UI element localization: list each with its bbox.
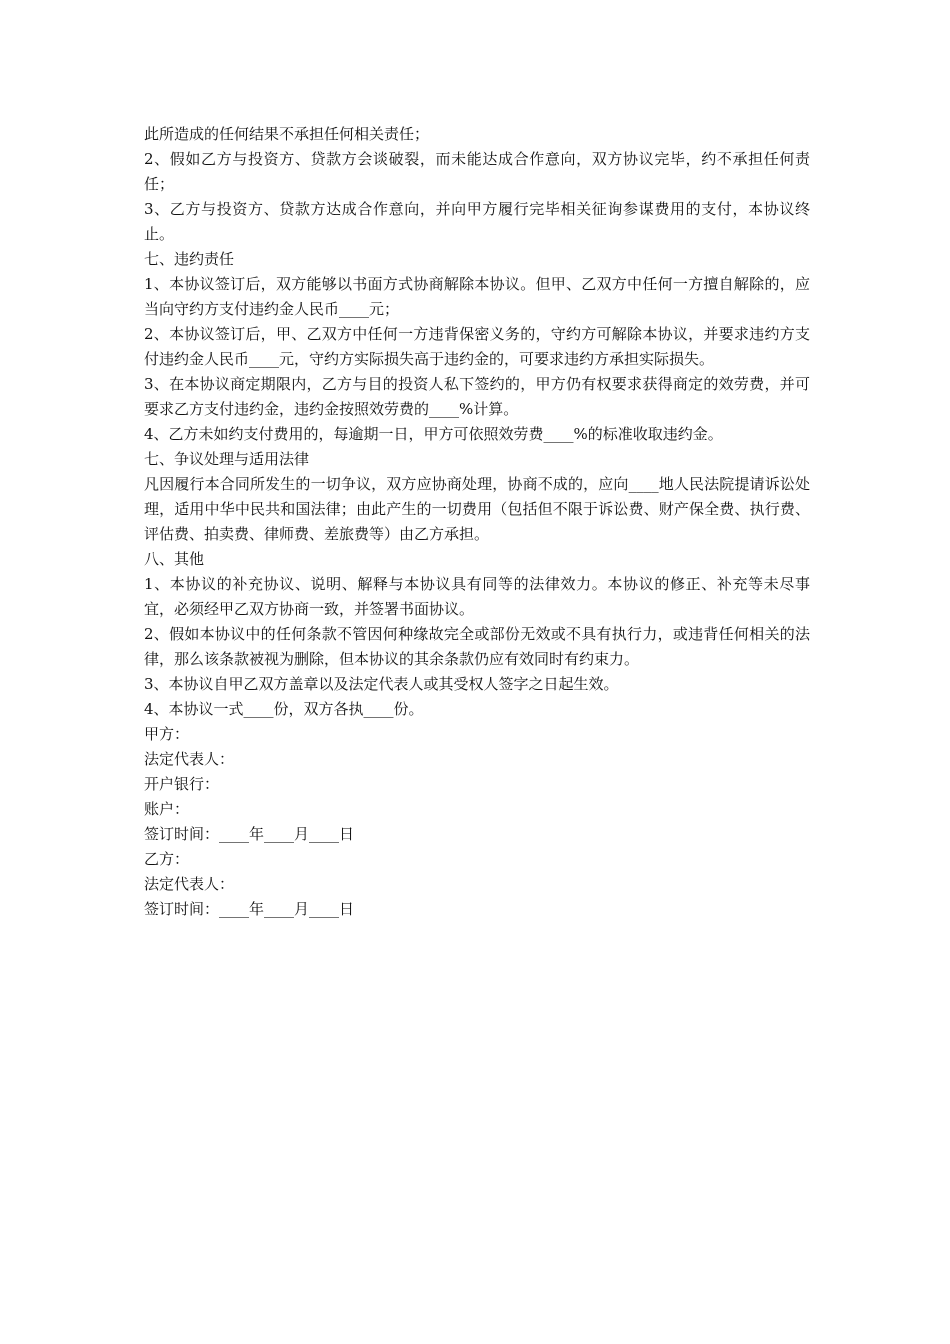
clause-other-4: 4、本协议一式____份，双方各执____份。 — [144, 700, 424, 718]
clause-other-1: 1、本协议的补充协议、说明、解释与本协议具有同等的法律效力。本协议的修正、补充等未尽事宜，必须经甲乙双方协商一致，并签署书面协议。 — [144, 575, 810, 618]
clause-breach-3: 3、在本协议商定期限内，乙方与目的投资人私下签约的，甲方仍有权要求获得商定的效劳费，并可要求乙方支付违约金，违约金按照效劳费的____%计算。 — [144, 375, 810, 418]
clause-liability-continuation: 此所造成的任何结果不承担任何相关责任； — [144, 125, 430, 143]
document-body — [144, 122, 810, 922]
party-a-account: 账户： — [144, 800, 190, 818]
clause-other-2: 2、假如本协议中的任何条款不管因何种缘故完全或部份无效或不具有执行力，或违背任何相关的法律，那么该条款被视为删除，但本协议的其余条款仍应有效同时有约束力。 — [144, 625, 810, 668]
clause-breach-4: 4、乙方未如约支付费用的，每逾期一日，甲方可依照效劳费____%的标准收取违约金。 — [144, 425, 723, 443]
party-b-label: 乙方： — [144, 850, 190, 868]
clause-breach-2: 2、本协议签订后，甲、乙双方中任何一方违背保密义务的，守约方可解除本协议，并要求违约方支付违约金人民币____元，守约方实际损失高于违约金的，可要求违约方承担实际损失。 — [144, 325, 810, 368]
section-heading-other: 八、其他 — [144, 550, 205, 568]
clause-negotiation-failure: 2、假如乙方与投资方、贷款方会谈破裂，而未能达成合作意向，双方协议完毕，约不承担任何责任； — [144, 150, 810, 193]
party-a-representative: 法定代表人： — [144, 750, 235, 768]
section-heading-dispute: 七、争议处理与适用法律 — [144, 450, 310, 468]
party-a-sign-date: 签订时间：____年____月____日 — [144, 825, 355, 843]
party-a-label: 甲方： — [144, 725, 190, 743]
clause-other-3: 3、本协议自甲乙双方盖章以及法定代表人或其受权人签字之日起生效。 — [144, 675, 619, 693]
section-heading-breach: 七、违约责任 — [144, 250, 235, 268]
clause-dispute: 凡因履行本合同所发生的一切争议，双方应协商处理，协商不成的，应向____地人民法院提请诉讼处理，适用中华中民共和国法律；由此产生的一切费用（包括但不限于诉讼费、财产保全费、执行费、评估费、拍卖费、律师费、差旅费等）由乙方承担。 — [144, 475, 810, 543]
clause-breach-1: 1、本协议签订后，双方能够以书面方式协商解除本协议。但甲、乙双方中任何一方擅自解除的，应当向守约方支付违约金人民币____元； — [144, 275, 810, 318]
party-b-representative: 法定代表人： — [144, 875, 235, 893]
party-a-bank: 开户银行： — [144, 775, 220, 793]
party-b-sign-date: 签订时间：____年____月____日 — [144, 900, 355, 918]
clause-agreement-termination: 3、乙方与投资方、贷款方达成合作意向，并向甲方履行完毕相关征询参谋费用的支付，本协议终止。 — [144, 200, 810, 243]
